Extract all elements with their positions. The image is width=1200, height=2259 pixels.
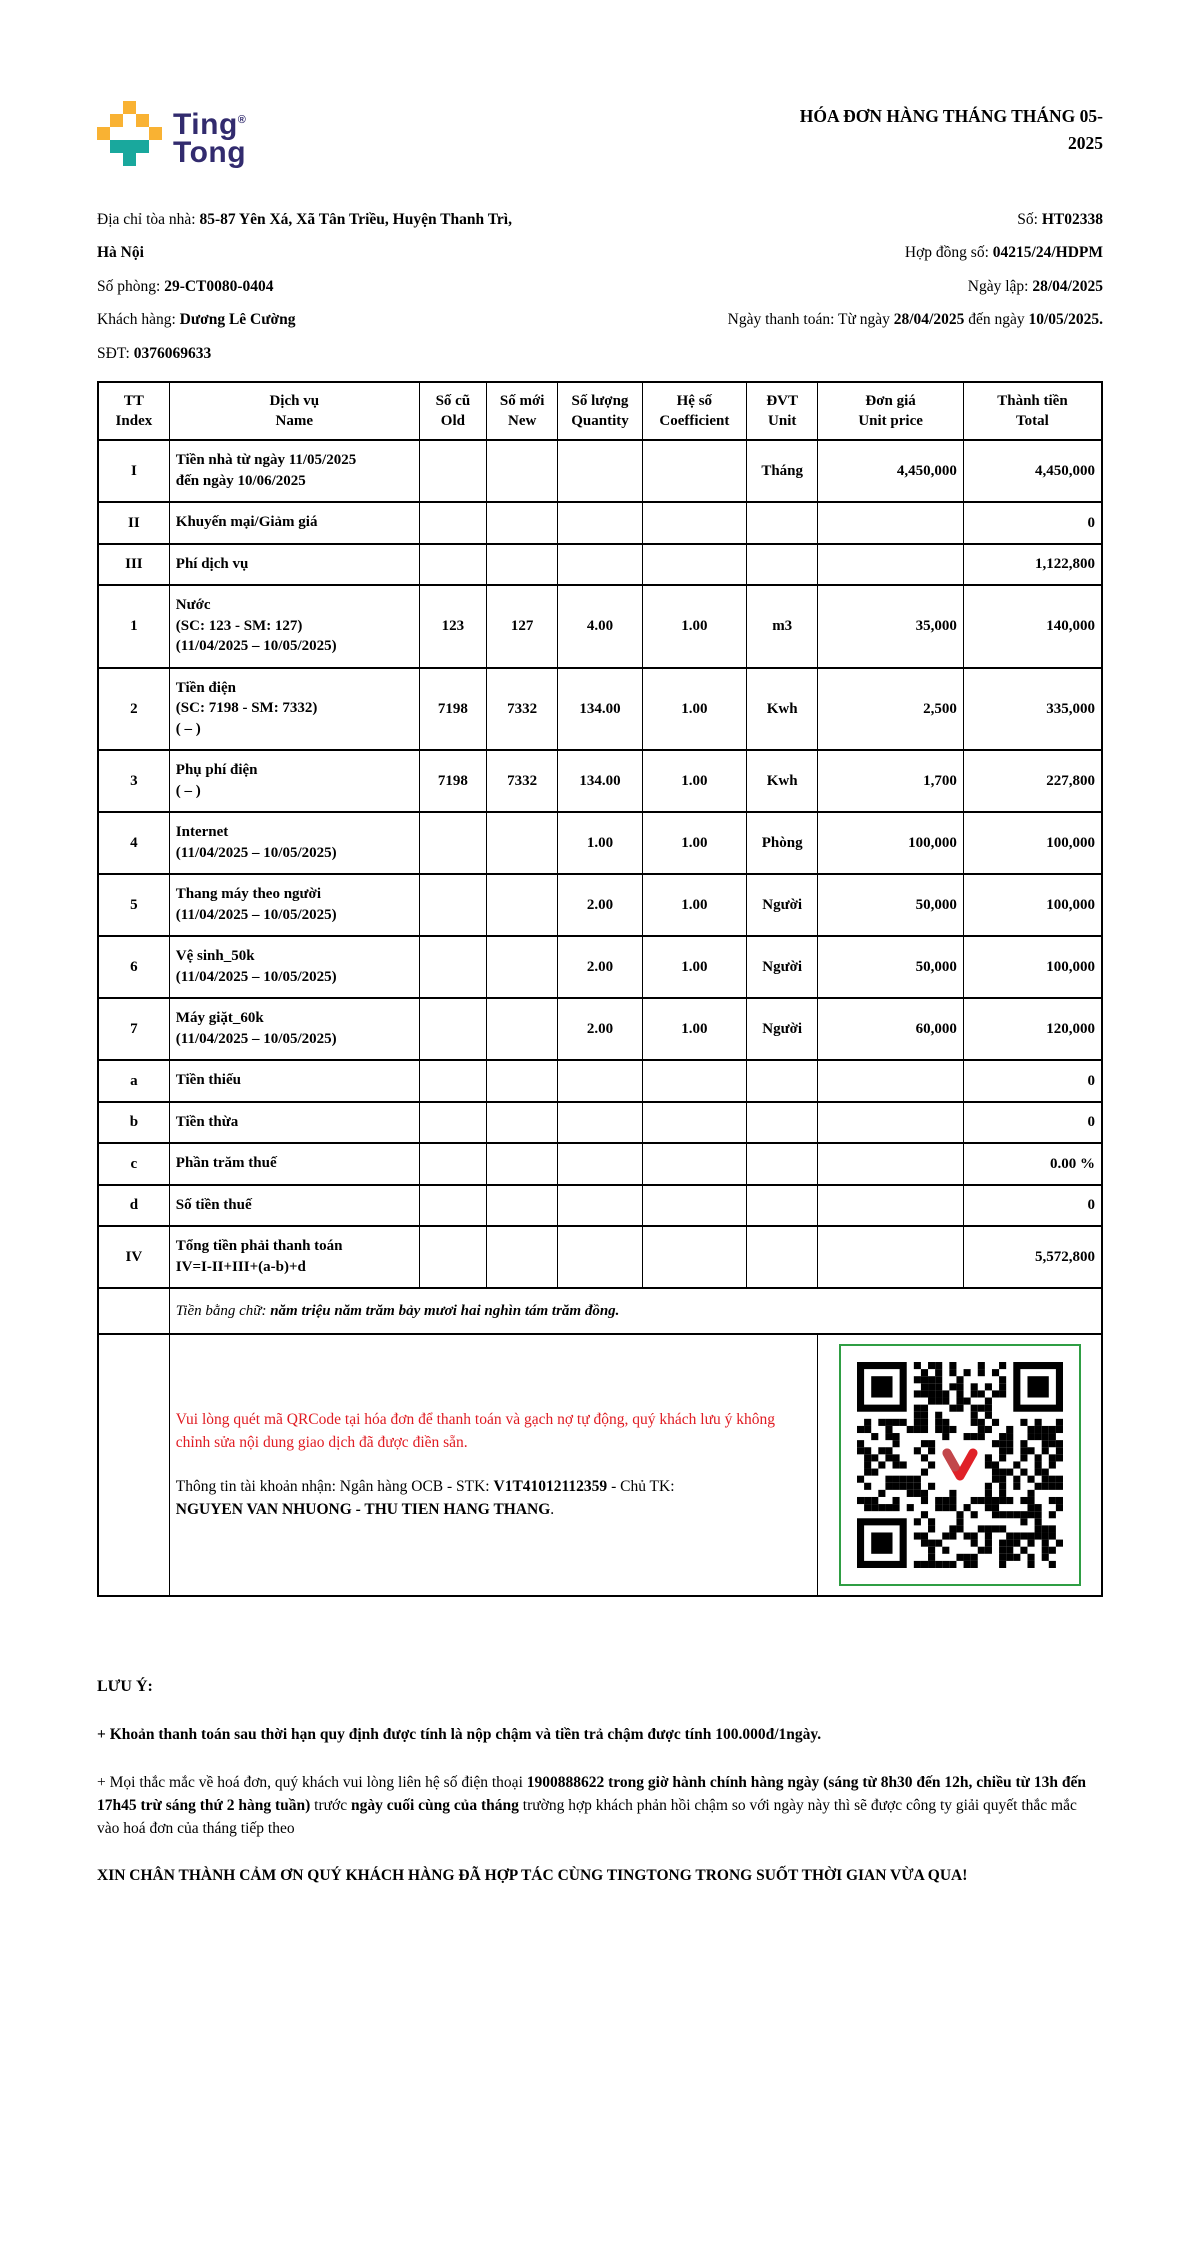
table-row bbox=[98, 668, 1102, 751]
col-header-name: Dịch vụ Name bbox=[169, 382, 419, 441]
cell-price: 50,000 bbox=[818, 874, 964, 936]
cell-tt: II bbox=[98, 502, 169, 544]
cell-coef bbox=[642, 1060, 746, 1102]
cell-unit bbox=[747, 1102, 818, 1144]
building-address: Địa chỉ tòa nhà: 85-87 Yên Xá, Xã Tân Triều, Huyện Thanh Trì, bbox=[97, 211, 512, 228]
cell-new bbox=[487, 936, 558, 998]
cell-new bbox=[487, 998, 558, 1060]
page-title: HÓA ĐƠN HÀNG THÁNG THÁNG 05- 2025 bbox=[799, 106, 1103, 154]
cell-new bbox=[487, 502, 558, 544]
cell-total: 140,000 bbox=[963, 585, 1102, 668]
table-row bbox=[98, 750, 1102, 812]
cell-qty bbox=[558, 440, 642, 502]
cell-tt: 2 bbox=[98, 668, 169, 751]
table-row bbox=[98, 1226, 1102, 1288]
cell-total: 100,000 bbox=[963, 936, 1102, 998]
amount-in-words: Tiền bằng chữ: năm triệu năm trăm bảy mươi hai nghìn tám trăm đồng. bbox=[169, 1288, 1102, 1334]
cell-price: 2,500 bbox=[818, 668, 964, 751]
cell-name: Phí dịch vụ bbox=[169, 544, 419, 586]
cell-total: 100,000 bbox=[963, 874, 1102, 936]
cell-unit: Kwh bbox=[747, 750, 818, 812]
cell-coef bbox=[642, 1185, 746, 1227]
cell-new bbox=[487, 1102, 558, 1144]
cell-name: Nước (SC: 123 - SM: 127) (11/04/2025 – 10/05/2025) bbox=[169, 585, 419, 668]
building-address-city: Hà Nội bbox=[97, 244, 144, 262]
cell-qty bbox=[558, 544, 642, 586]
table-row bbox=[98, 585, 1102, 668]
cell-tt: d bbox=[98, 1185, 169, 1227]
cell-price bbox=[818, 544, 964, 586]
cell-coef: 1.00 bbox=[642, 874, 746, 936]
table-row bbox=[98, 1143, 1102, 1185]
cell-qty bbox=[558, 1185, 642, 1227]
table-row bbox=[98, 502, 1102, 544]
cell-old bbox=[419, 1143, 486, 1185]
cell-unit bbox=[747, 502, 818, 544]
invoice-number: Số: HT02338 bbox=[1017, 211, 1103, 228]
cell-old bbox=[419, 1060, 486, 1102]
cell-old bbox=[419, 502, 486, 544]
cell-old bbox=[419, 544, 486, 586]
amount-in-words-row bbox=[98, 1288, 1102, 1334]
cell-qty: 134.00 bbox=[558, 668, 642, 751]
cell-unit bbox=[747, 544, 818, 586]
table-row bbox=[98, 544, 1102, 586]
cell-old bbox=[419, 1226, 486, 1288]
cell-price bbox=[818, 1060, 964, 1102]
cell-tt: a bbox=[98, 1060, 169, 1102]
table-row bbox=[98, 812, 1102, 874]
cell-unit: Tháng bbox=[747, 440, 818, 502]
payment-instructions bbox=[169, 1334, 818, 1596]
cell-price: 100,000 bbox=[818, 812, 964, 874]
cell-qty bbox=[558, 1102, 642, 1144]
hotline-note: + Mọi thắc mắc về hoá đơn, quý khách vui lòng liên hệ số điện thoại 1900888622 trong giờ hành chính hàng ngày (sáng từ 8h30 đến 12h, chiều từ 13h đến 17h45 trừ sáng thứ 2 hàng tuần) trước ngày cuối cùng của tháng trường hợp khách phản hồi chậm so với ngày này thì sẽ được công ty giải quyết thắc mắc vào hoá đơn của tháng tiếp theo bbox=[97, 1773, 1086, 1838]
cell-name: Máy giặt_60k (11/04/2025 – 10/05/2025) bbox=[169, 998, 419, 1060]
cell-total: 0 bbox=[963, 1060, 1102, 1102]
cell-total: 5,572,800 bbox=[963, 1226, 1102, 1288]
cell-new bbox=[487, 874, 558, 936]
cell-old bbox=[419, 874, 486, 936]
col-header-old: Số cũ Old bbox=[419, 382, 486, 441]
cell-total: 227,800 bbox=[963, 750, 1102, 812]
cell-name: Tổng tiền phải thanh toán IV=I-II+III+(a-b)+d bbox=[169, 1226, 419, 1288]
cell-tt: 4 bbox=[98, 812, 169, 874]
cell-new bbox=[487, 1060, 558, 1102]
cell-old bbox=[419, 998, 486, 1060]
cell-unit: Người bbox=[747, 936, 818, 998]
tingtong-logo bbox=[97, 95, 246, 180]
cell-total: 4,450,000 bbox=[963, 440, 1102, 502]
cell-old: 7198 bbox=[419, 668, 486, 751]
cell-new bbox=[487, 1226, 558, 1288]
cell-price: 60,000 bbox=[818, 998, 964, 1060]
cell-qty: 4.00 bbox=[558, 585, 642, 668]
cell-tt: 6 bbox=[98, 936, 169, 998]
cell-new bbox=[487, 1143, 558, 1185]
cell-name: Tiền điện (SC: 7198 - SM: 7332) ( – ) bbox=[169, 668, 419, 751]
cell-tt: 7 bbox=[98, 998, 169, 1060]
customer-name: Khách hàng: Dương Lê Cường bbox=[97, 311, 296, 329]
cell-unit: Phòng bbox=[747, 812, 818, 874]
cell-name: Vệ sinh_50k (11/04/2025 – 10/05/2025) bbox=[169, 936, 419, 998]
cell-qty: 134.00 bbox=[558, 750, 642, 812]
cell-unit: m3 bbox=[747, 585, 818, 668]
cell-tt bbox=[98, 1288, 169, 1334]
cell-unit bbox=[747, 1143, 818, 1185]
table-row bbox=[98, 998, 1102, 1060]
col-header-total: Thành tiền Total bbox=[963, 382, 1102, 441]
cell-new bbox=[487, 440, 558, 502]
col-header-index: TT Index bbox=[98, 382, 169, 441]
cell-old bbox=[419, 440, 486, 502]
cell-price bbox=[818, 502, 964, 544]
cell-name: Phần trăm thuế bbox=[169, 1143, 419, 1185]
qr-code bbox=[839, 1344, 1081, 1586]
tingtong-logo-text: Ting® Tong bbox=[173, 108, 247, 169]
cell-old: 123 bbox=[419, 585, 486, 668]
contract-number: Hợp đồng số: 04215/24/HDPM bbox=[904, 244, 1103, 262]
cell-qty: 2.00 bbox=[558, 874, 642, 936]
cell-total: 0 bbox=[963, 502, 1102, 544]
cell-price bbox=[818, 1185, 964, 1227]
table-row bbox=[98, 1102, 1102, 1144]
table-row bbox=[98, 1185, 1102, 1227]
cell-price bbox=[818, 1143, 964, 1185]
cell-total: 0 bbox=[963, 1102, 1102, 1144]
cell-total: 0.00 % bbox=[963, 1143, 1102, 1185]
cell-qty: 2.00 bbox=[558, 998, 642, 1060]
cell-price: 50,000 bbox=[818, 936, 964, 998]
cell-new bbox=[487, 1185, 558, 1227]
invoice-info bbox=[97, 210, 1103, 363]
cell-unit: Người bbox=[747, 998, 818, 1060]
cell-coef: 1.00 bbox=[642, 936, 746, 998]
cell-price: 4,450,000 bbox=[818, 440, 964, 502]
cell-unit: Kwh bbox=[747, 668, 818, 751]
room-number: Số phòng: 29-CT0080-0404 bbox=[97, 277, 274, 295]
qr-warning-text: Vui lòng quét mã QRCode tại hóa đơn để thanh toán và gạch nợ tự động, quý khách lưu ý không chỉnh sửa nội dung giao dịch đã được điền sẵn. bbox=[175, 1411, 775, 1451]
table-header-row bbox=[98, 382, 1102, 441]
cell-new: 127 bbox=[487, 585, 558, 668]
issue-date: Ngày lập: 28/04/2025 bbox=[967, 277, 1103, 295]
cell-tt: 1 bbox=[98, 585, 169, 668]
cell-old bbox=[419, 1102, 486, 1144]
cell-price bbox=[818, 1226, 964, 1288]
cell-coef bbox=[642, 502, 746, 544]
cell-tt bbox=[98, 1334, 169, 1596]
col-header-coefficient: Hệ số Coefficient bbox=[642, 382, 746, 441]
cell-qty: 1.00 bbox=[558, 812, 642, 874]
cell-coef bbox=[642, 440, 746, 502]
cell-old bbox=[419, 936, 486, 998]
cell-name: Phụ phí điện ( – ) bbox=[169, 750, 419, 812]
cell-total: 0 bbox=[963, 1185, 1102, 1227]
cell-coef: 1.00 bbox=[642, 998, 746, 1060]
cell-unit bbox=[747, 1185, 818, 1227]
cell-coef: 1.00 bbox=[642, 668, 746, 751]
cell-tt: 5 bbox=[98, 874, 169, 936]
cell-unit bbox=[747, 1060, 818, 1102]
cell-new bbox=[487, 812, 558, 874]
table-row bbox=[98, 936, 1102, 998]
cell-qty bbox=[558, 502, 642, 544]
bank-account-line2: NGUYEN VAN NHUONG - THU TIEN HANG THANG. bbox=[175, 1500, 555, 1518]
cell-coef: 1.00 bbox=[642, 750, 746, 812]
cell-price bbox=[818, 1102, 964, 1144]
thank-you-note: XIN CHÂN THÀNH CẢM ƠN QUÝ KHÁCH HÀNG ĐÃ HỢP TÁC CÙNG TINGTONG TRONG SUỐT THỜI GIAN VỪA QUA! bbox=[97, 1867, 968, 1885]
qr-row bbox=[98, 1334, 1102, 1596]
cell-tt: III bbox=[98, 544, 169, 586]
cell-name: Internet (11/04/2025 – 10/05/2025) bbox=[169, 812, 419, 874]
cell-total: 1,122,800 bbox=[963, 544, 1102, 586]
cell-tt: b bbox=[98, 1102, 169, 1144]
cell-qty bbox=[558, 1060, 642, 1102]
cell-name: Thang máy theo người (11/04/2025 – 10/05/2025) bbox=[169, 874, 419, 936]
notes-title: LƯU Ý: bbox=[97, 1678, 153, 1696]
cell-old bbox=[419, 1185, 486, 1227]
cell-price: 1,700 bbox=[818, 750, 964, 812]
col-header-new: Số mới New bbox=[487, 382, 558, 441]
header bbox=[97, 95, 1103, 180]
cell-total: 120,000 bbox=[963, 998, 1102, 1060]
cell-old bbox=[419, 812, 486, 874]
cell-name: Tiền thừa bbox=[169, 1102, 419, 1144]
customer-phone: SĐT: 0376069633 bbox=[97, 344, 212, 362]
cell-new: 7332 bbox=[487, 750, 558, 812]
cell-old: 7198 bbox=[419, 750, 486, 812]
cell-tt: c bbox=[98, 1143, 169, 1185]
cell-name: Tiền nhà từ ngày 11/05/2025 đến ngày 10/06/2025 bbox=[169, 440, 419, 502]
payment-period: Ngày thanh toán: Từ ngày 28/04/2025 đến ngày 10/05/2025. bbox=[727, 311, 1103, 329]
cell-coef bbox=[642, 1102, 746, 1144]
table-row bbox=[98, 440, 1102, 502]
cell-new bbox=[487, 544, 558, 586]
cell-tt: IV bbox=[98, 1226, 169, 1288]
cell-qty bbox=[558, 1143, 642, 1185]
cell-price: 35,000 bbox=[818, 585, 964, 668]
table-row bbox=[98, 874, 1102, 936]
tingtong-logo-icon bbox=[97, 101, 163, 180]
cell-qty: 2.00 bbox=[558, 936, 642, 998]
cell-tt: 3 bbox=[98, 750, 169, 812]
cell-unit bbox=[747, 1226, 818, 1288]
col-header-unit-price: Đơn giá Unit price bbox=[818, 382, 964, 441]
cell-name: Tiền thiếu bbox=[169, 1060, 419, 1102]
cell-coef bbox=[642, 544, 746, 586]
cell-coef bbox=[642, 1143, 746, 1185]
registered-mark: ® bbox=[237, 114, 247, 126]
cell-unit: Người bbox=[747, 874, 818, 936]
cell-qty bbox=[558, 1226, 642, 1288]
cell-name: Khuyến mại/Giảm giá bbox=[169, 502, 419, 544]
cell-coef bbox=[642, 1226, 746, 1288]
invoice-table bbox=[97, 381, 1103, 1598]
footer-notes bbox=[97, 1675, 1103, 1887]
bank-account-line1: Thông tin tài khoản nhận: Ngân hàng OCB - STK: V1T41012112359 - Chủ TK: bbox=[175, 1478, 675, 1496]
cell-coef: 1.00 bbox=[642, 585, 746, 668]
invoice-table-body bbox=[98, 440, 1102, 1288]
qr-cell bbox=[818, 1334, 1102, 1596]
table-row bbox=[98, 1060, 1102, 1102]
cell-tt: I bbox=[98, 440, 169, 502]
cell-coef: 1.00 bbox=[642, 812, 746, 874]
cell-total: 100,000 bbox=[963, 812, 1102, 874]
bank-v-logo-icon bbox=[937, 1442, 983, 1488]
cell-new: 7332 bbox=[487, 668, 558, 751]
col-header-unit: ĐVT Unit bbox=[747, 382, 818, 441]
late-payment-note: + Khoản thanh toán sau thời hạn quy định được tính là nộp chậm và tiền trả chậm được tính 100.000đ/1ngày. bbox=[97, 1726, 822, 1744]
col-header-quantity: Số lượng Quantity bbox=[558, 382, 642, 441]
cell-total: 335,000 bbox=[963, 668, 1102, 751]
cell-name: Số tiền thuế bbox=[169, 1185, 419, 1227]
